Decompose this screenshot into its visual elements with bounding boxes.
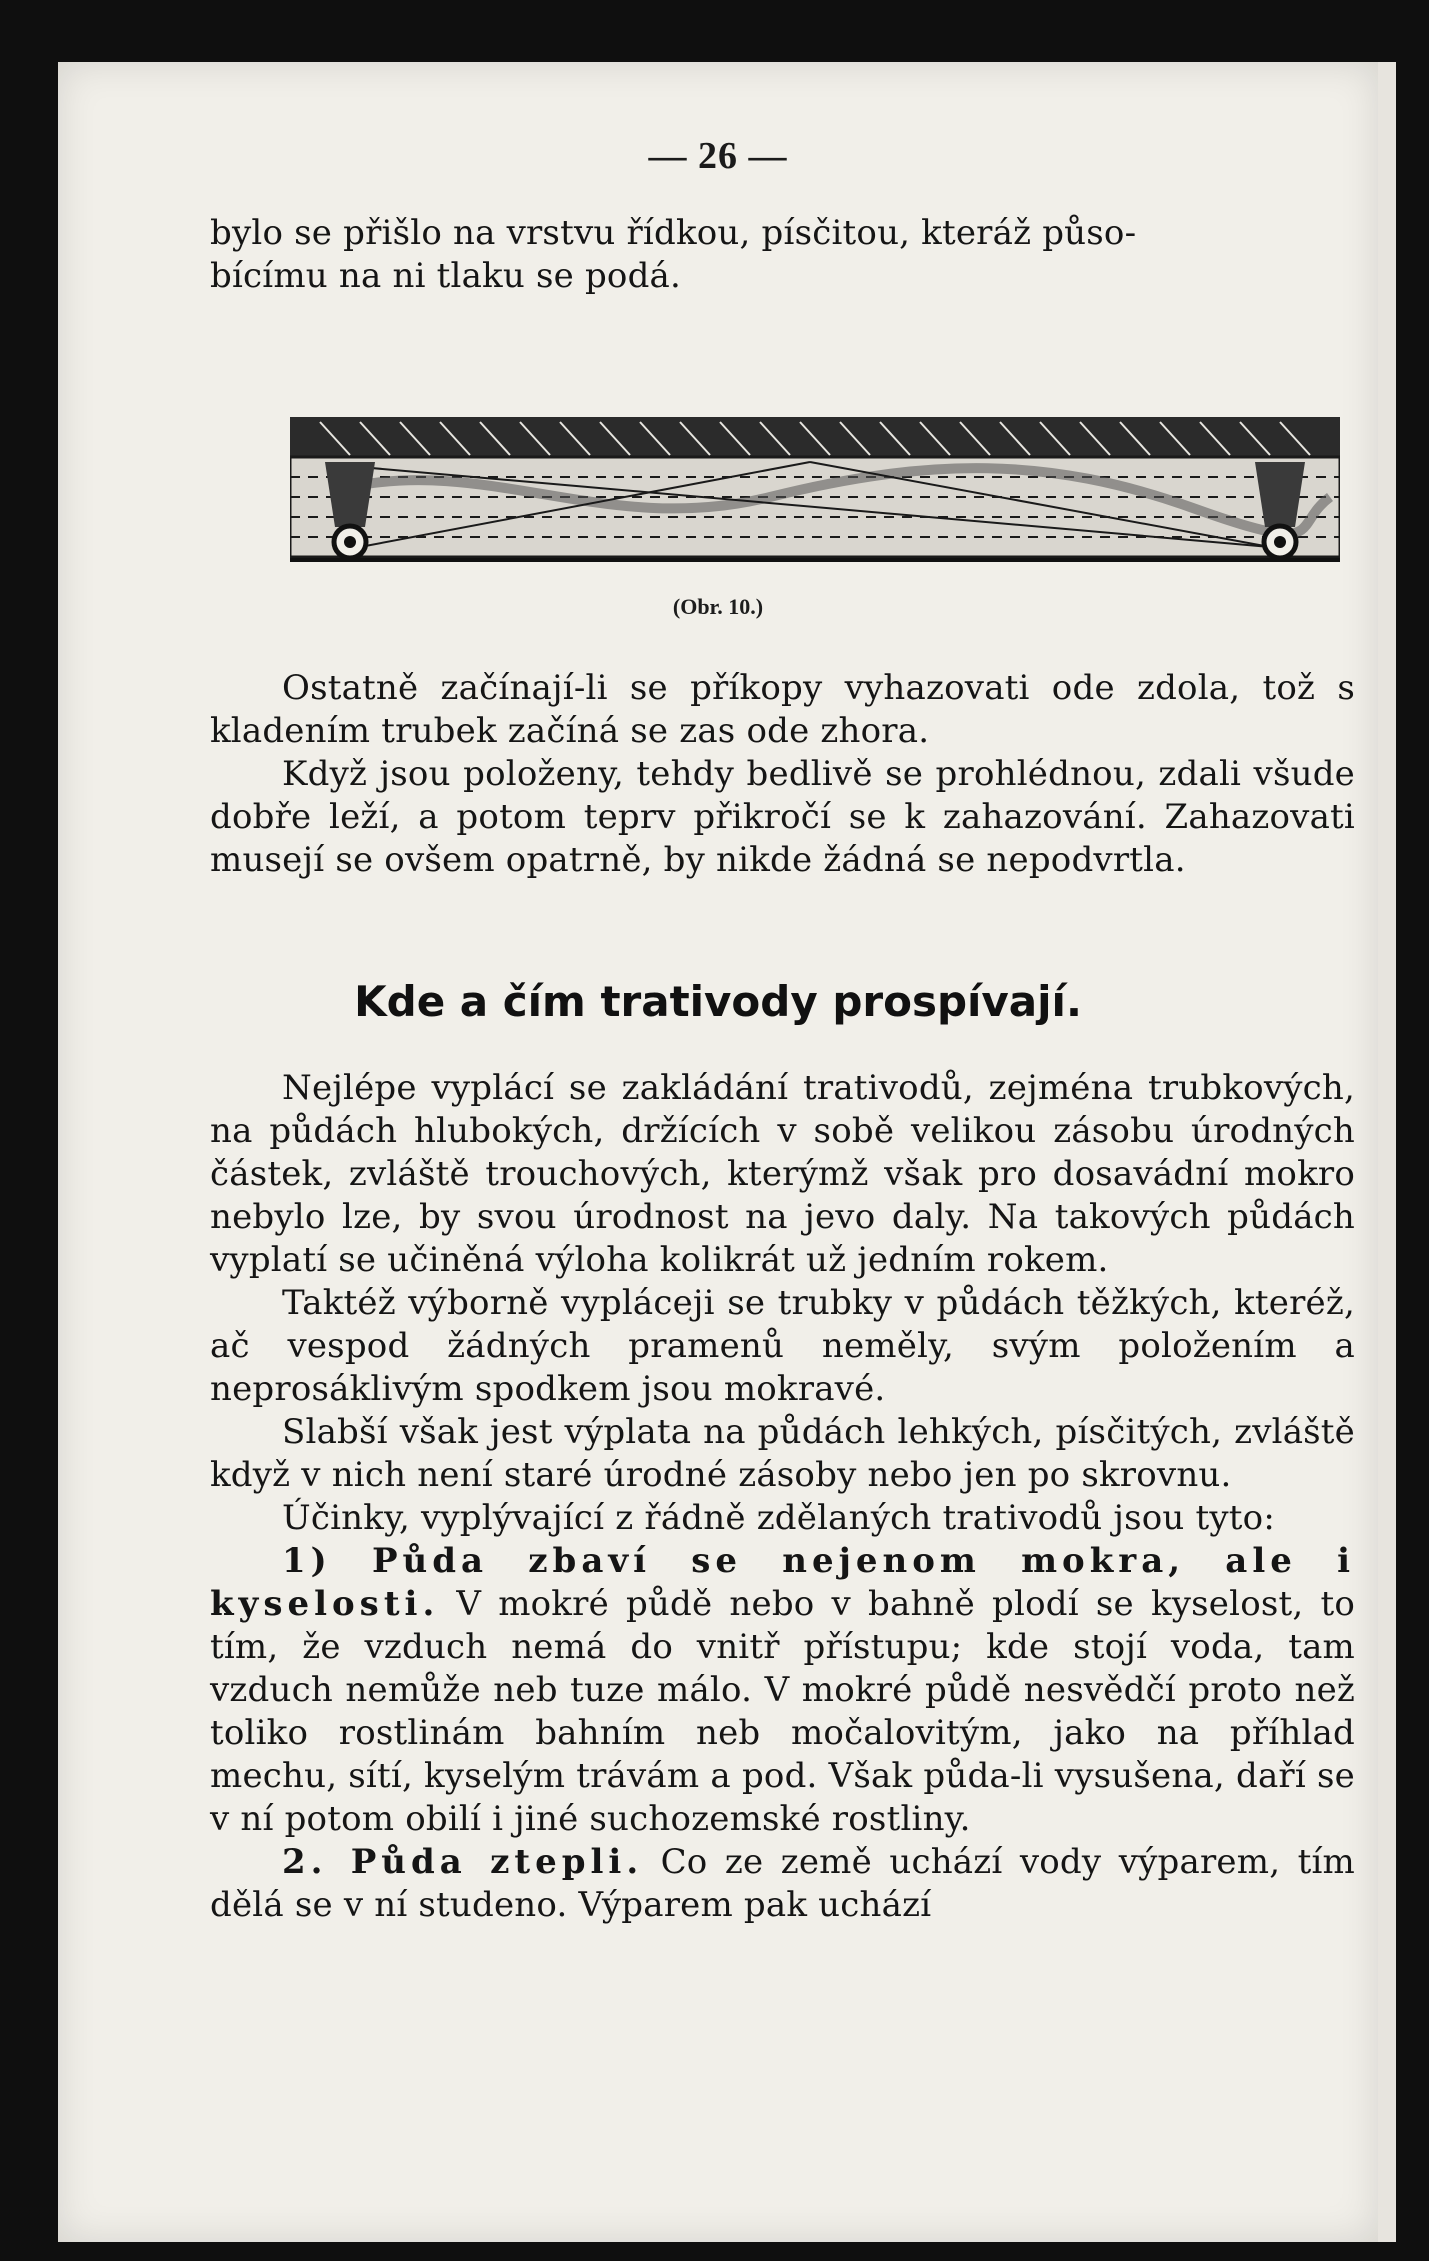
paragraph: Nejlépe vyplácí se zakládání trativodů, zejména trubkových, na půdách hlubokých, držících v sobě velikou zásobu úrodných částek, zvláště trouchových, kterýmž však pro dosavádní mokro nebylo lze, by svou úrodnost na jevo daly. Na takových půdách vyplatí se učiněná výloha kolikrát už jedním rokem. [210, 1068, 1355, 1280]
pipe-left-icon [325, 462, 375, 558]
figure-caption: (Obr. 10.) [672, 594, 764, 619]
pipe-right-icon [1255, 462, 1305, 558]
paragraph: Ostatně začínají-li se příkopy vyhazovati ode zdola, tož s kladením trubek začíná se zas ode zhora. [210, 668, 1355, 751]
section-a [210, 667, 1355, 882]
point-1-lead: 1) Půda zbaví se nejenom mokra, ale i kyselosti. [210, 1541, 1355, 1624]
page-number: — 26 — [648, 135, 788, 177]
point-2-text: Co ze země uchází vody výparem, tím dělá se v ní studeno. Výparem pak uchází [210, 1842, 1355, 1925]
drainage-trench-figure [290, 417, 1340, 567]
paragraph: Když jsou položeny, tehdy bedlivě se prohlédnou, zdali všude dobře leží, a potom teprv přikročí se k zahazování. Zahazovati musejí se ovšem opatrně, by nikde žádná se nepodvrtla. [210, 754, 1355, 880]
intro-line-1: bylo se přišlo na vrstvu řídkou, písčitou, kteráž půso- [210, 213, 1137, 253]
intro-text [210, 212, 1355, 298]
section-b [210, 1067, 1355, 1927]
point-2 [210, 1841, 1355, 1927]
paragraph: Účinky, vyplývající z řádně zdělaných trativodů jsou tyto: [282, 1498, 1275, 1538]
book-page [58, 62, 1396, 2242]
point-2-lead: 2. Půda ztepli. [282, 1842, 644, 1882]
point-1-text: V mokré půdě nebo v bahně plodí se kyselost, to tím, že vzduch nemá do vnitř přístupu; kde stojí voda, tam vzduch nemůže neb tuze málo. V mokré půdě nesvědčí proto než toliko rostlinám bahním neb močalovitým, jako na příhlad mechu, sítí, kyselým trávám a pod. Však půda-li vysušena, daří se v ní potom obilí i jiné suchozemské rostliny. [210, 1584, 1355, 1839]
paragraph: Slabší však jest výplata na půdách lehkých, písčitých, zvláště když v nich není staré úrodné zásoby nebo jen po skrovnu. [210, 1412, 1355, 1495]
intro-line-2: bícímu na ni tlaku se podá. [210, 256, 682, 296]
point-1 [210, 1540, 1355, 1841]
section-heading: Kde a čím trativody prospívají. [354, 977, 1082, 1026]
paragraph: Taktéž výborně vypláceji se trubky v půdách těžkých, kteréž, ač vespod žádných pramenů neměly, svým položením a neprosáklivým spodkem jsou mokravé. [210, 1283, 1355, 1409]
